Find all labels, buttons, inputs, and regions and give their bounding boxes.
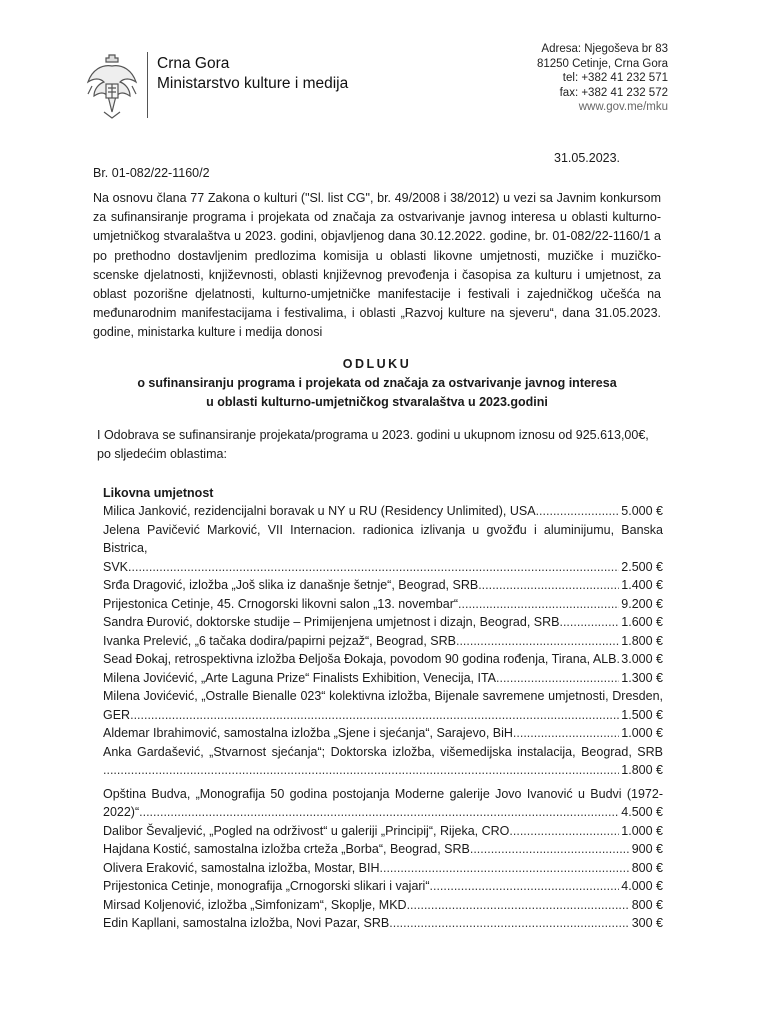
- list-item: [103, 669, 663, 688]
- entry-text: Opština Budva, „Monografija 50 godina postojanja Moderne galerije Jovo Ivanović u Budvi (1972-: [103, 786, 663, 801]
- decision-heading: [93, 355, 661, 412]
- entry-text: Milena Jovićević, „Arte Laguna Prize“ Finalists Exhibition, Venecija, ITA: [103, 670, 496, 685]
- entry-text-continued: SVK.: [103, 559, 132, 574]
- list-item: [103, 896, 663, 915]
- phone-line: tel: +382 41 232 571: [562, 72, 668, 84]
- entry-text: Jelena Pavičević Marković, VII Internacion. radionica izlivanja u gvožđu i aluminijumu, Banska Bistrica,: [103, 522, 663, 555]
- entry-text: Prijestonica Cetinje, monografija „Crnogorski slikari i vajari“: [103, 879, 430, 893]
- list-item: [103, 632, 663, 651]
- entry-amount: 1.600 €: [621, 615, 663, 629]
- funding-list: [103, 502, 663, 933]
- entry-text: Edin Kapllani, samostalna izložba, Novi Pazar, SRB: [103, 916, 390, 930]
- entry-text: Anka Gardašević, „Stvarnost sjećanja“; Doktorska izložba, višemedijska instalacija, Beograd, SRB: [103, 744, 663, 759]
- address-line: Adresa: Njegoševa br 83: [541, 43, 668, 55]
- entry-amount: 4.000 €: [621, 879, 663, 893]
- entry-text: Prijestonica Cetinje, 45. Crnogorski likovni salon „13. novembar“: [103, 596, 459, 611]
- website-link[interactable]: www.gov.me/mku: [578, 101, 668, 113]
- entry-amount: 800 €: [631, 860, 663, 875]
- entry-amount: 9.200 €: [621, 596, 663, 611]
- entry-amount: 1.000 €: [621, 726, 663, 740]
- entry-amount: 300 €: [631, 916, 663, 930]
- fax-line: fax: +382 41 232 572: [559, 86, 668, 99]
- decision-subtitle: u oblasti kulturno-umjetničkog stvaralaštva u 2023.godini: [206, 395, 548, 409]
- entry-text-continued: 2022)“: [103, 805, 140, 819]
- list-item: [103, 840, 663, 859]
- decision-title: ODLUKU: [342, 357, 412, 371]
- list-item: [103, 724, 663, 743]
- entry-text: Sead Đokaj, retrospektivna izložba Đeljoša Đokaja, povodom 90 godina rođenja, Tirana, ALB: [103, 652, 617, 666]
- entry-text: Aldemar Ibrahimović, samostalna izložba „Sjene i sjećanja“, Sarajevo, BiH: [103, 726, 513, 740]
- entry-amount: 1.400 €: [621, 578, 663, 592]
- list-item: [103, 595, 663, 614]
- entry-amount: 1.500 €: [621, 707, 663, 722]
- list-item: [103, 822, 663, 841]
- document-date: 31.05.2023.: [554, 151, 621, 165]
- reference-number: Br. 01-082/22-1160/2: [93, 166, 210, 180]
- institution-block: [157, 54, 348, 94]
- list-item: [103, 613, 663, 632]
- list-item: [103, 877, 663, 896]
- entry-amount: 4.500 €: [621, 805, 663, 819]
- entry-text: Mirsad Koljenović, izložba „Simfonizam“, Skoplje, MKD: [103, 897, 407, 912]
- list-item: [103, 502, 663, 521]
- entry-text: Ivanka Prelević, „6 tačaka dodira/papirni pejzaž“, Beograd, SRB: [103, 633, 456, 648]
- country-name: Crna Gora: [157, 55, 230, 72]
- entry-text: Milena Jovićević, „Ostralle Bienalle 023“ kolektivna izložba, Bijenale savremene umjetnosti, Dresden,: [103, 689, 663, 703]
- list-item: [103, 914, 663, 933]
- list-item: [103, 687, 663, 724]
- entry-amount: 1.800 €: [621, 633, 663, 648]
- ministry-name: Ministarstvo kulture i medija: [157, 75, 349, 92]
- entry-text: Sandra Đurović, doktorske studije – Primijenjena umjetnost i dizajn, Beograd, SRB: [103, 615, 560, 629]
- intro-paragraph: Na osnovu člana 77 Zakona o kulturi ("Sl. list CG", br. 49/2008 i 38/2012) u vezi sa Javnim konkursom za sufinansiranje programa i projekata od značaja za ostvarivanje javnog interesa u oblasti kulturno-umjetničkog stvaralaštva u 2023. godini, objavljenog dana 30.12.2022. godine, br. 01-082/22-1160/1 a po prethodno dostavljenim predlozima komisija u oblasti likovne umjetnosti, muzičke i muzičko-scenske djelatnosti, književnosti, oblasti književnog prevođenja i časopisa za kulturu i umjetnost, za oblast pozorišne djelatnosti, kulturno-umjetničke manifestacije i festivali i zajedničkog učešća na međunarodnim manifestacijama i festivalima, i oblasti „Razvoj kulture na sjeveru“, dana 31.05.2023. godine, ministarka kulture i medija donosi: [93, 191, 661, 340]
- list-item: [103, 859, 663, 878]
- address-line: 81250 Cetinje, Crna Gora: [536, 57, 668, 70]
- address-block: [537, 42, 668, 115]
- list-item: [103, 785, 663, 822]
- entry-amount: 3.000 €: [621, 652, 663, 666]
- header-divider: [147, 52, 148, 118]
- entry-amount: 900 €: [631, 842, 663, 856]
- entry-amount: 1.300 €: [621, 670, 663, 685]
- entry-text: Olivera Eraković, samostalna izložba, Mostar, BIH: [103, 860, 380, 875]
- entry-text: Milica Janković, rezidencijalni boravak u NY u RU (Residency Unlimited), USA: [103, 504, 536, 518]
- entry-amount: 1.800 €: [621, 763, 663, 777]
- coat-of-arms-icon: [84, 52, 140, 122]
- entry-amount: 2.500 €: [621, 559, 663, 574]
- entry-amount: 1.000 €: [621, 823, 663, 838]
- section-title: Likovna umjetnost: [103, 486, 214, 500]
- list-item: [103, 576, 663, 595]
- entry-text-continued: GER: [103, 707, 131, 722]
- entry-text: Hajdana Kostić, samostalna izložba crteža „Borba“, Beograd, SRB: [103, 842, 470, 856]
- approval-paragraph: I Odobrava se sufinansiranje projekata/programa u 2023. godini u ukupnom iznosu od 925.613,00€, po sljedećim oblastima:: [97, 428, 649, 461]
- entry-text: Srđa Dragović, izložba „Još slika iz današnje šetnje“, Beograd, SRB: [103, 578, 479, 592]
- decision-subtitle: o sufinansiranju programa i projekata od značaja za ostvarivanje javnog interesa: [137, 376, 617, 390]
- list-item: [103, 743, 663, 780]
- entry-amount: 800 €: [631, 897, 663, 912]
- list-item: [103, 521, 663, 577]
- entry-text: Dalibor Ševaljević, „Pogled na održivost“ u galeriji „Principij“, Rijeka, CRO: [103, 823, 510, 838]
- entry-amount: 5.000 €: [621, 504, 663, 518]
- list-item: [103, 650, 663, 669]
